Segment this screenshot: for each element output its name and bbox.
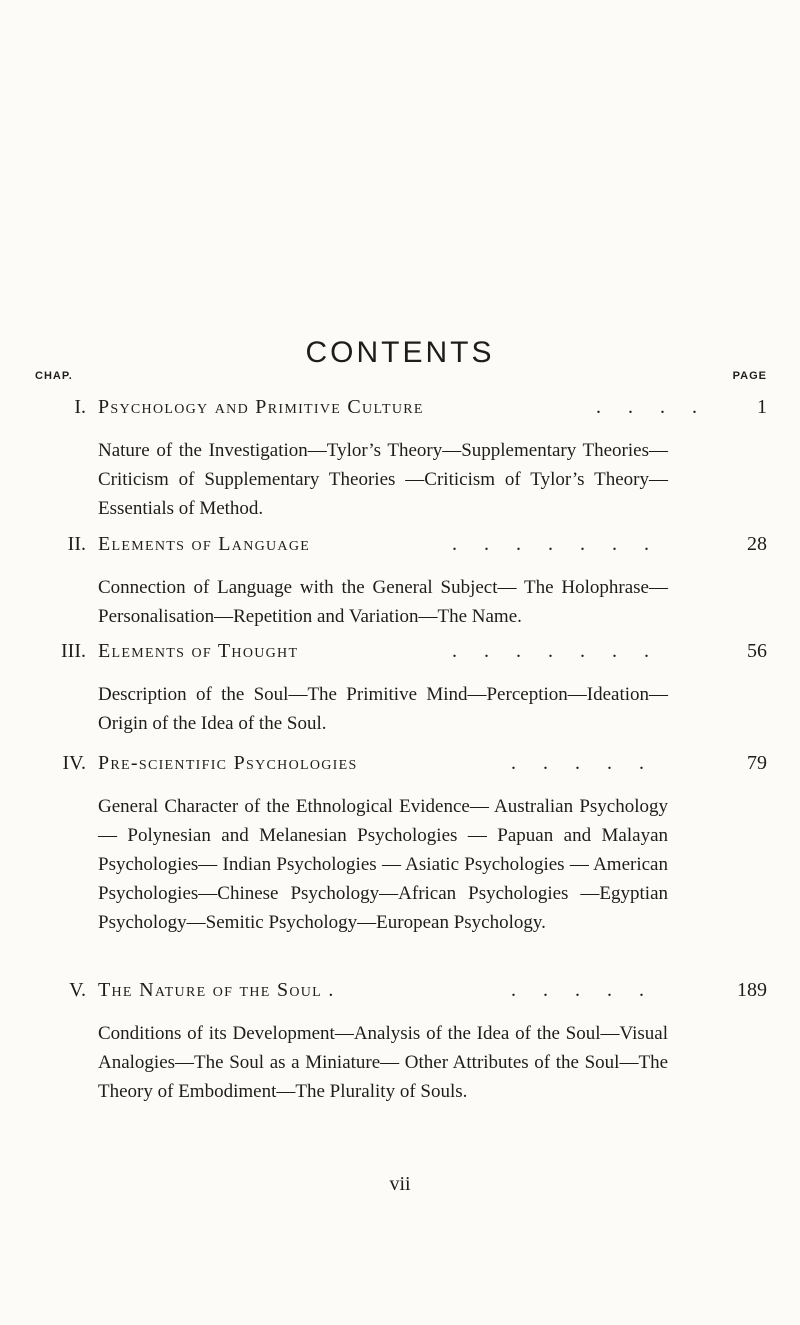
page-number: 189 — [737, 979, 767, 1001]
page-number: 1 — [757, 396, 767, 418]
toc-entry — [0, 640, 800, 734]
dot-leader: . . . . . — [511, 752, 655, 774]
toc-heading — [0, 752, 800, 782]
chapter-number: II. — [67, 533, 86, 555]
toc-entry — [0, 979, 800, 1102]
chapter-summary: General Character of the Ethnological Evidence— Australian Psychology — Polynesian and Melanesian Psychologies — Papuan and Malayan Psychologies— Indian Psychologies — Asiatic Psychologies — American Psychologies—Chinese Psychology—African Psychologies —Egyptian Psychology—Semitic Psychology—European Psychology. — [98, 796, 668, 933]
dot-leader: . . . . . . . — [452, 640, 660, 662]
toc-heading — [0, 640, 800, 670]
chapter-title: The Nature of the Soul . — [98, 979, 335, 1001]
toc-heading — [0, 396, 800, 426]
toc-entry — [0, 533, 800, 627]
page-folio: vii — [389, 1173, 411, 1195]
page-number: 79 — [747, 752, 767, 774]
page-column-label: PAGE — [732, 370, 767, 382]
dot-leader: . . . . . — [511, 979, 655, 1001]
chapter-number: IV. — [62, 752, 86, 774]
chapter-summary: Description of the Soul—The Primitive Mind—Perception—Ideation—Origin of the Idea of the Soul. — [98, 684, 668, 734]
chapter-number: III. — [61, 640, 86, 662]
chapter-column-label: CHAP. — [35, 370, 73, 382]
dot-leader: . . . . — [596, 396, 708, 418]
dot-leader: . . . . . . . — [452, 533, 660, 555]
page-title: CONTENTS — [305, 336, 495, 369]
page-number: 28 — [747, 533, 767, 555]
chapter-title: Elements of Language — [98, 533, 311, 555]
chapter-summary: Connection of Language with the General Subject— The Holophrase—Personalisation—Repetition and Variation—The Name. — [98, 577, 668, 627]
chapter-summary: Conditions of its Development—Analysis of the Idea of the Soul—Visual Analogies—The Soul as a Miniature— Other Attributes of the Soul—The Theory of Embodiment—The Plurality of Souls. — [98, 1023, 668, 1102]
toc-heading — [0, 979, 800, 1009]
toc-entry — [0, 752, 800, 933]
toc-entry — [0, 396, 800, 519]
chapter-number: V. — [69, 979, 86, 1001]
toc-heading — [0, 533, 800, 563]
chapter-number: I. — [74, 396, 86, 418]
chapter-summary: Nature of the Investigation—Tylor’s Theory—Supplementary Theories—Criticism of Supplementary Theories —Criticism of Tylor’s Theory—Essentials of Method. — [98, 440, 668, 519]
chapter-title: Pre-scientific Psychologies — [98, 752, 358, 774]
chapter-title: Psychology and Primitive Culture — [98, 396, 424, 418]
page-number: 56 — [747, 640, 767, 662]
chapter-title: Elements of Thought — [98, 640, 299, 662]
